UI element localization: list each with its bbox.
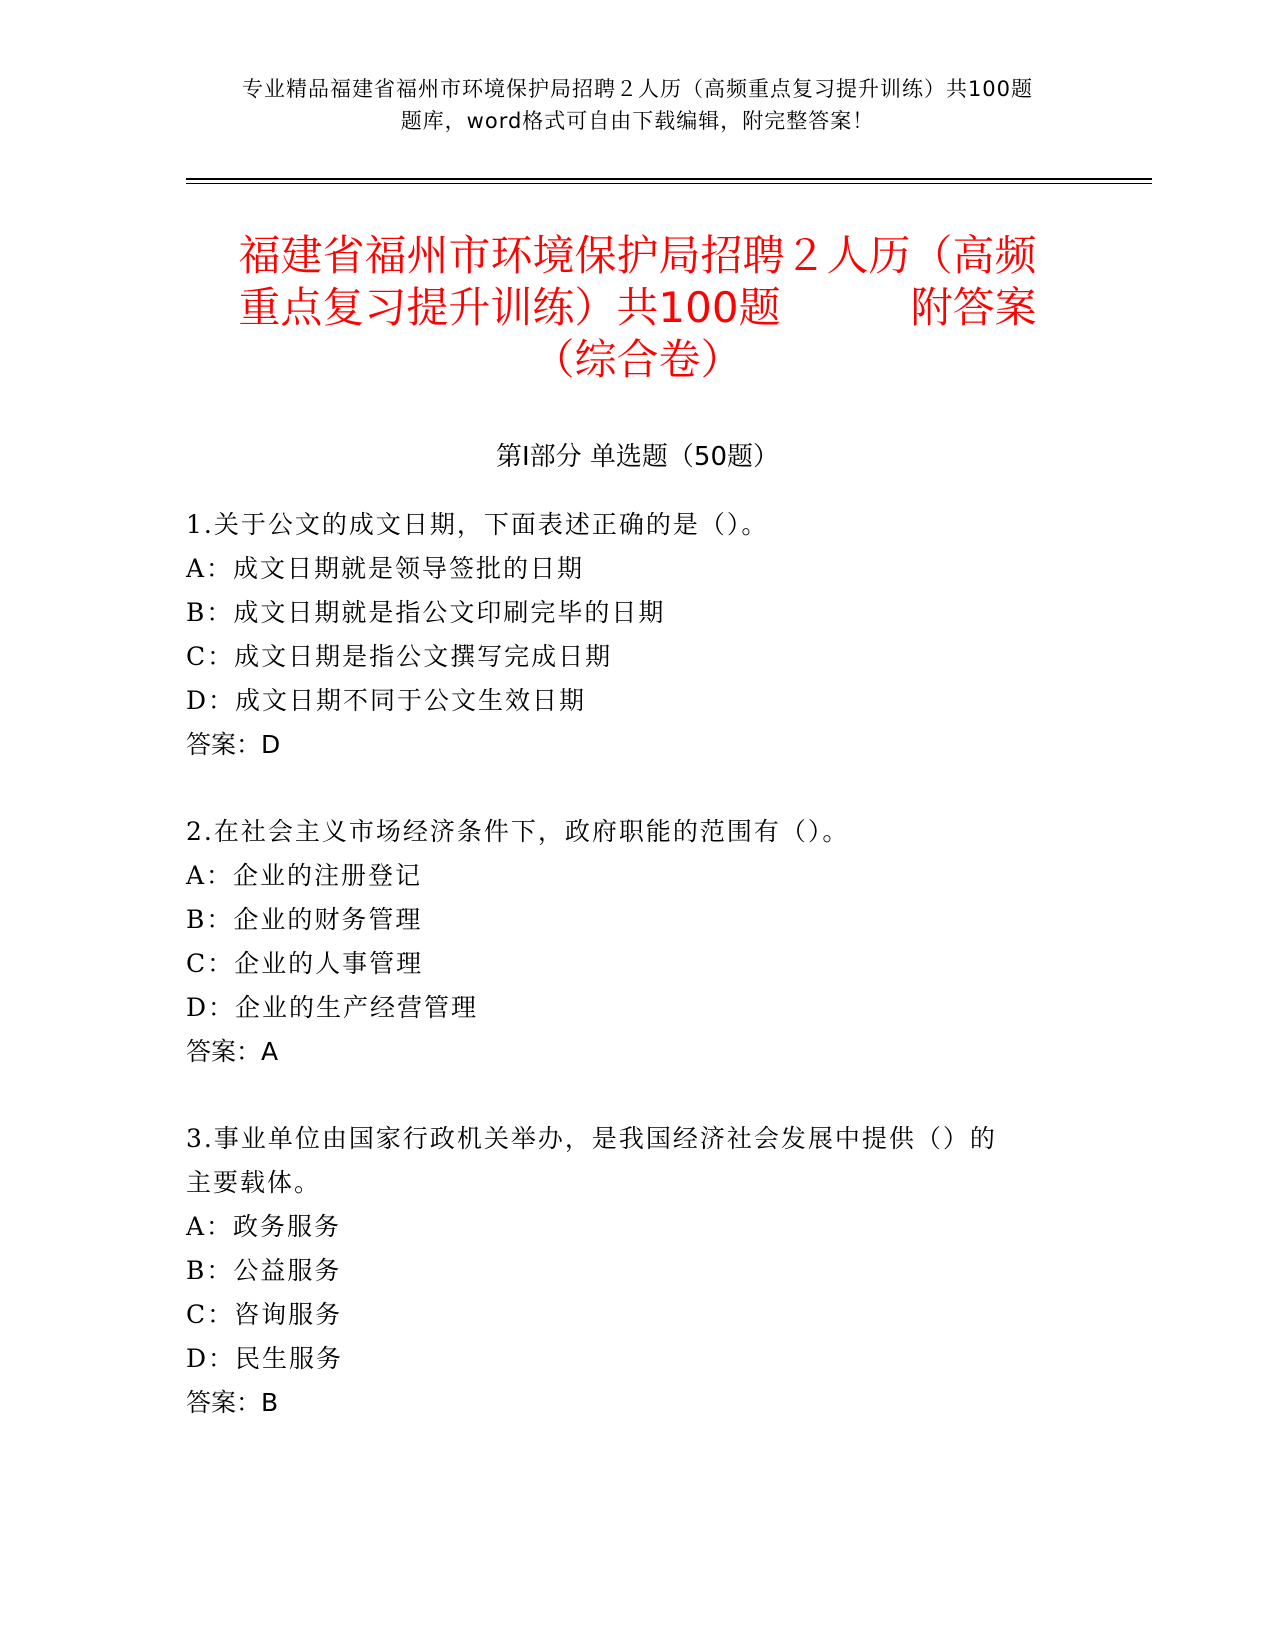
document-title-line-1: 福建省福州市环境保护局招聘２人历（高频	[238, 231, 1037, 280]
question-3-option-d: D：民生服务	[186, 1344, 344, 1373]
question-3-answer: 答案：B	[186, 1388, 279, 1417]
question-3-option-c: C：咨询服务	[186, 1300, 343, 1329]
question-3-stem-line-1: 3.事业单位由国家行政机关举办，是我国经济社会发展中提供（）的	[186, 1124, 997, 1153]
document-header-line-2: 题库，word格式可自由下载编辑，附完整答案！	[400, 109, 875, 133]
question-1-option-c: C：成文日期是指公文撰写完成日期	[186, 642, 613, 671]
question-1-option-d: D：成文日期不同于公文生效日期	[186, 686, 587, 715]
question-2-option-c: C：企业的人事管理	[186, 949, 424, 978]
question-2-option-b: B：企业的财务管理	[186, 905, 423, 934]
document-title-line-2	[0, 282, 1275, 334]
question-1-stem: 1.关于公文的成文日期，下面表述正确的是（）。	[186, 510, 769, 539]
document-title-line-3: （综合卷）	[532, 335, 743, 384]
header-divider-thin	[186, 183, 1152, 184]
question-1-option-b: B：成文日期就是指公文印刷完毕的日期	[186, 598, 666, 627]
question-1-answer: 答案：D	[186, 730, 281, 759]
document-title-line-2-right: 附答案	[910, 283, 1037, 332]
question-2-option-d: D：企业的生产经营管理	[186, 993, 479, 1022]
question-3-option-a: A：政务服务	[186, 1212, 342, 1241]
document-title-line-2-left: 重点复习提升训练）共100题	[238, 283, 781, 332]
document-header-line-1: 专业精品福建省福州市环境保护局招聘２人历（高频重点复习提升训练）共100题	[241, 77, 1034, 101]
section-title: 第Ⅰ部分 单选题（50题）	[495, 442, 780, 472]
question-2-answer: 答案：A	[186, 1037, 279, 1066]
header-divider-thick	[186, 178, 1152, 180]
question-3-option-b: B：公益服务	[186, 1256, 342, 1285]
question-2-stem: 2.在社会主义市场经济条件下，政府职能的范围有（）。	[186, 817, 850, 846]
question-1-option-a: A：成文日期就是领导签批的日期	[186, 554, 585, 583]
question-2-option-a: A：企业的注册登记	[186, 861, 423, 890]
question-3-stem-line-2: 主要载体。	[186, 1168, 322, 1197]
